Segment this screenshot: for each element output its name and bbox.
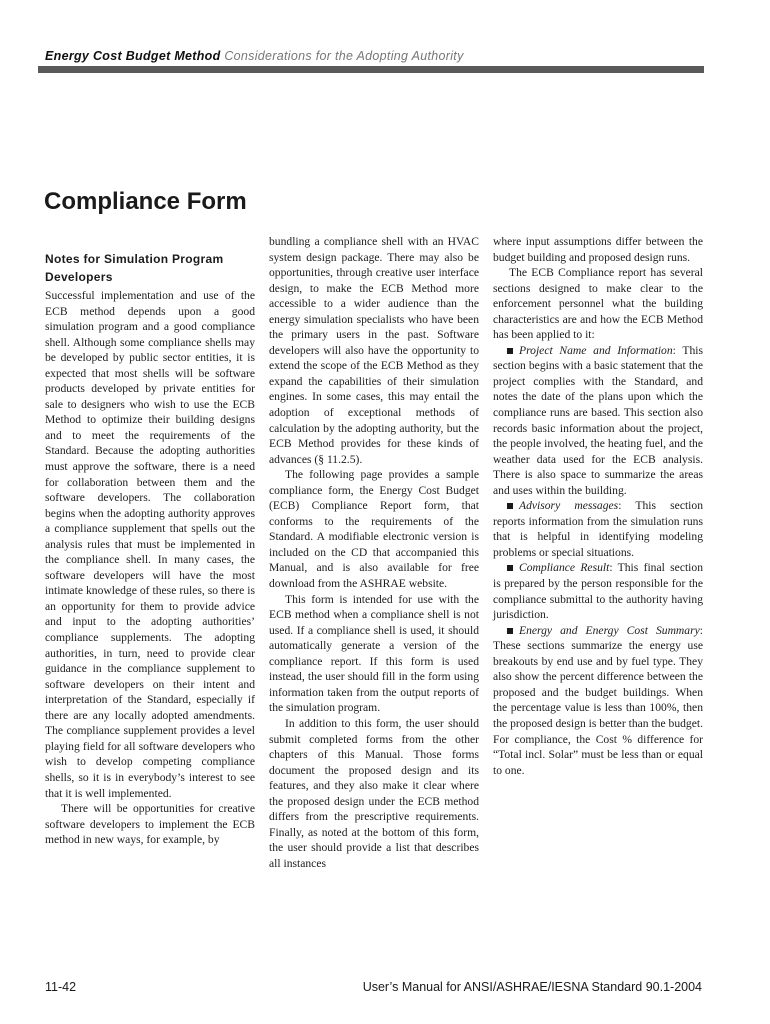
bullet-term: Project Name and Information [519,343,673,357]
bullet-item [493,343,703,498]
header-rule [38,66,704,73]
bullet-text: : This section begins with a basic statement that the project complies with the Standard, and notes the date of the plans upon which the compliance runs are based. This section also records basic information about the project, the people involved, the heating fuel, and the weather data used for the ECB analysis. There is also space to summarize the areas and uses within the building. [493,343,703,497]
square-bullet-icon [507,348,513,354]
header-section-title: Energy Cost Budget Method [45,49,221,63]
bullet-text: : This section reports information from the simulation runs that is helpful in identifying modeling problems or special situations. [493,499,703,559]
page-title: Compliance Form [44,188,247,215]
square-bullet-icon [507,503,513,509]
bullet-item [493,623,703,778]
bullet-text: : This final section is prepared by the person responsible for the compliance submittal to the authority having jurisdiction. [493,561,703,622]
section-subheading: Notes for Simulation Program Developers [45,252,224,284]
paragraph: This form is intended for use with the ECB method when a compliance shell is not used. If a compliance shell is used, it should automatically generate a version of the compliance report. If this form is used instead, the user should fill in the form using information taken from the output reports of the simulation program. [269,592,479,715]
footer-manual-title: User’s Manual for ANSI/ASHRAE/IESNA Standard 90.1-2004 [362,980,702,994]
bullet-term: Energy and Energy Cost Summary [519,623,700,637]
column-2 [269,234,479,871]
running-header [45,49,464,63]
paragraph: The ECB Compliance report has several sections designed to make clear to the enforcement personnel what the building characteristics are and how the ECB Method has been applied to it: [493,266,703,342]
page-number: 11-42 [45,980,77,994]
bullet-item [493,560,703,622]
column-3 [493,234,703,778]
paragraph: The following page provides a sample compliance form, the Energy Cost Budget (ECB) Compliance Report form, that conforms to the requirements of the Standard. A modifiable electronic version is included on the CD that accompanied this Manual, and is also available for free download from the ASHRAE website. [269,468,479,591]
paragraph: There will be opportunities for creative software developers to implement the ECB method in new ways, for example, by [45,802,255,847]
square-bullet-icon [507,565,513,571]
paragraph: where input assumptions differ between the budget building and proposed design runs. [493,235,703,264]
paragraph: bundling a compliance shell with an HVAC system design package. There may also be opportunities, through creative user interface design, to make the ECB Method more accessible to a wider audience than the energy simulation specialists who have been the primary users in the past. Software developers will also have the opportunity to extend the scope of the ECB Method as they expand the capabilities of their simulation engines. In some cases, this may entail the adoption of exceptional methods of calculation by the adopting authority, but the ECB Method provides for these kinds of advances (§ 11.2.5). [269,235,479,466]
bullet-term: Compliance Result [519,561,610,575]
square-bullet-icon [507,628,513,634]
paragraph: Successful implementation and use of the ECB method depends upon a good simulation program and a good compliance shell. Although some compliance shells may be developed by public sector entities, it is expected that most shells will be software products developed by private entities for sale to designers who wish to use the ECB Method to optimize their building designs and to meet the requirements of the Standard. Because the adopting authorities must approve the software, there is a need for collaboration between them and the software developers. The collaboration begins when the adopting authority approves a compliance supplement that spells out the analysis rules that must be implemented in the compliance shell. In many cases, the software developers will have the most intimate knowledge of these rules, so there is an opportunity for them to provide advice and input to the adopting authorities’ compliance supplements. The adopting authorities, in turn, need to provide clear guidance in the compliance supplement to software developers on their intent and interpretation of the Standard, especially if there are any locally adopted amendments. The compliance supplement provides a level playing field for all software developers who wish to develop competing compliance shells, so it is in everybody’s interest to see that it is well implemented. [45,289,255,800]
header-subtitle: Considerations for the Adopting Authority [224,49,464,63]
bullet-item [493,498,703,560]
bullet-term: Advisory messages [519,499,619,513]
paragraph: In addition to this form, the user should submit completed forms from the other chapters of this Manual. Those forms document the proposed design and its features, and they also make it clear where the proposed design under the ECB method differs from the prescriptive requirements. Finally, as noted at the bottom of this form, the user should provide a list that describes all instances [269,716,479,870]
bullet-text: : These sections summarize the energy use breakouts by end use and by fuel type. They also show the percent difference between the proposed and the budget buildings. When the percentage value is less than 100%, then the proposed design is better than the budget. For compliance, the Cost % difference for “Total incl. Solar” must be less than or equal to one. [493,623,703,777]
column-1 [45,250,255,848]
